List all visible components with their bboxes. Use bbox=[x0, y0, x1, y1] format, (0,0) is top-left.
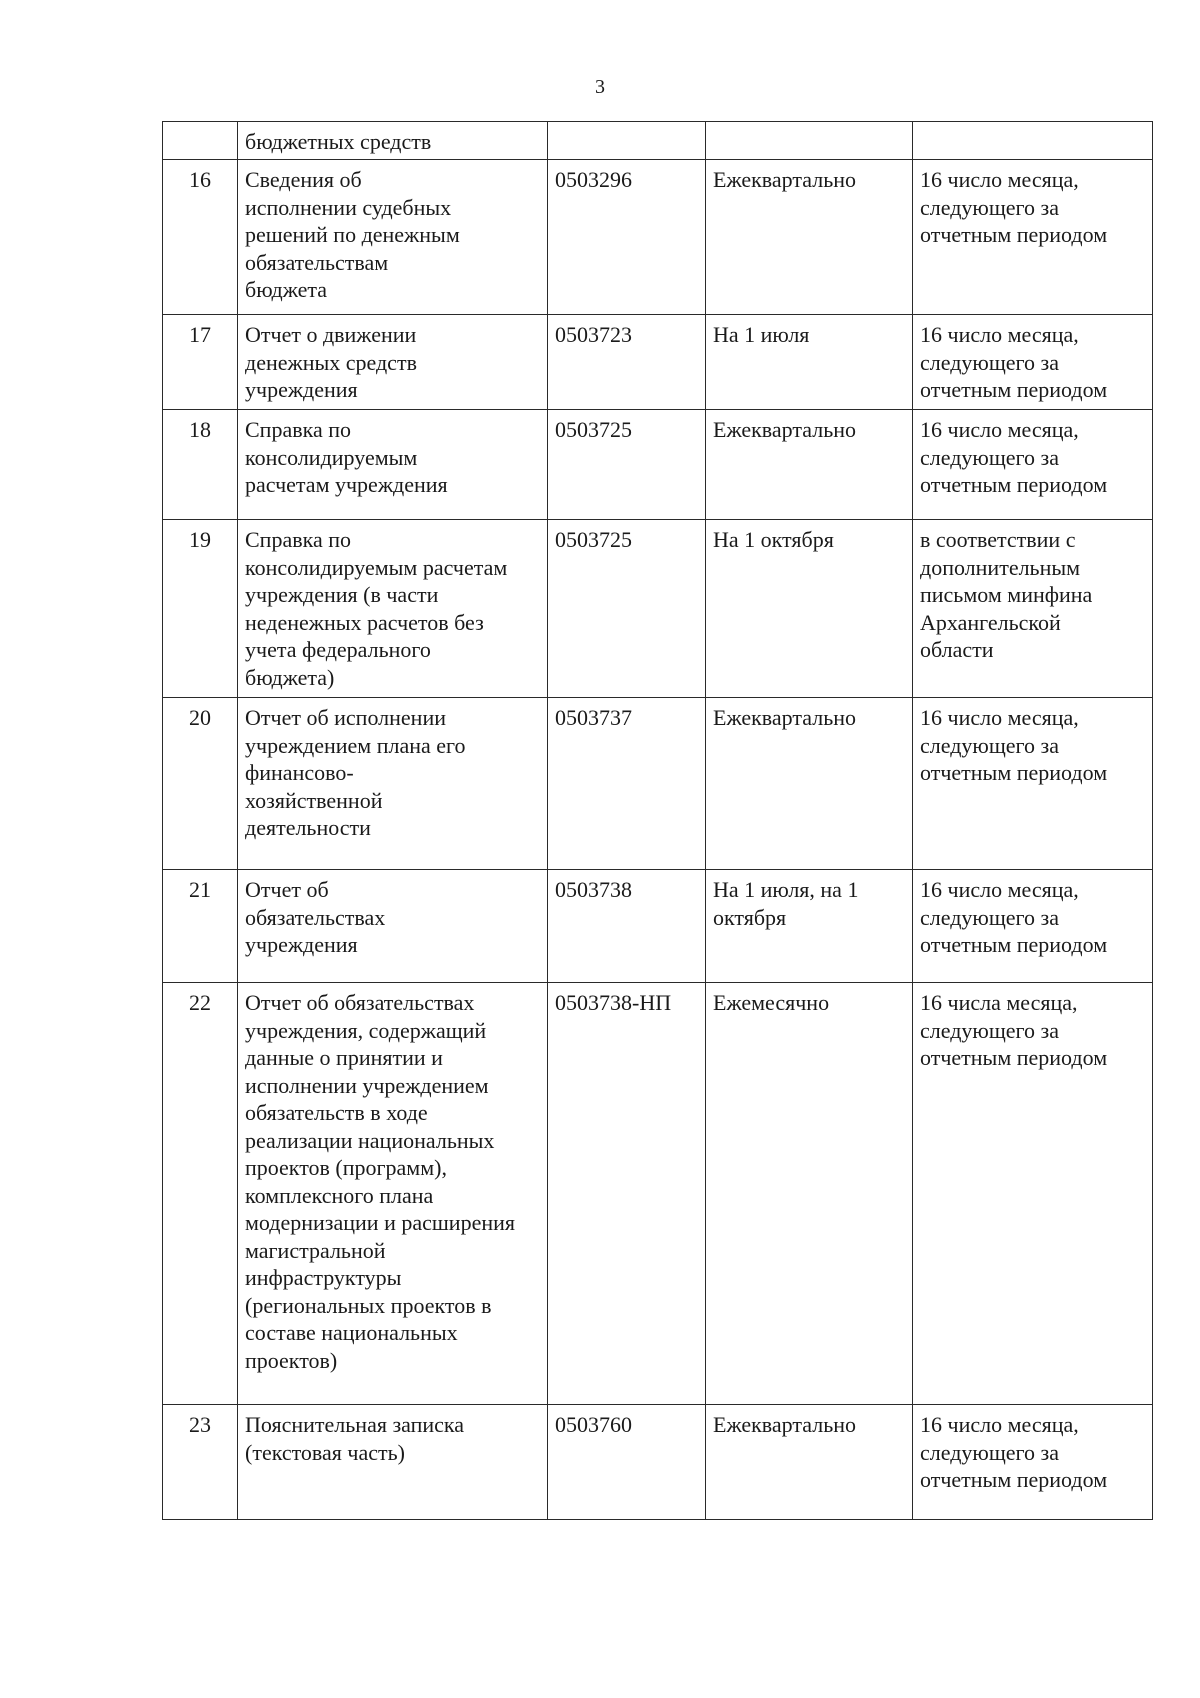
table-row bbox=[163, 315, 1153, 410]
form-name-cell: бюджетных средств bbox=[238, 122, 548, 160]
page-number: 3 bbox=[595, 76, 605, 98]
form-name-cell: Отчет об обязательствах учреждения, содержащий данные о принятии и исполнении учреждением обязательств в ходе реализации национальных проектов (программ), комплексного плана модернизации и расширения магистральной инфраструктуры (региональных проектов в составе национальных проектов) bbox=[238, 983, 548, 1405]
form-name-cell: Справка по консолидируемым расчетам учреждения bbox=[238, 410, 548, 520]
row-number-cell: 21 bbox=[163, 870, 238, 983]
row-number-cell bbox=[163, 122, 238, 160]
deadline-cell: 16 число месяца, следующего за отчетным периодом bbox=[913, 160, 1153, 315]
table-row bbox=[163, 1405, 1153, 1520]
deadline-cell: 16 число месяца, следующего за отчетным периодом bbox=[913, 410, 1153, 520]
table-row bbox=[163, 870, 1153, 983]
form-code-cell: 0503737 bbox=[548, 698, 706, 870]
deadline-cell: 16 число месяца, следующего за отчетным периодом bbox=[913, 870, 1153, 983]
row-number-cell: 17 bbox=[163, 315, 238, 410]
frequency-cell: Ежемесячно bbox=[706, 983, 913, 1405]
deadline-cell: 16 числа месяца, следующего за отчетным периодом bbox=[913, 983, 1153, 1405]
form-code-cell: 0503738-НП bbox=[548, 983, 706, 1405]
row-number-cell: 18 bbox=[163, 410, 238, 520]
form-code-cell: 0503723 bbox=[548, 315, 706, 410]
row-number-cell: 23 bbox=[163, 1405, 238, 1520]
frequency-cell: Ежеквартально bbox=[706, 1405, 913, 1520]
frequency-cell: Ежеквартально bbox=[706, 698, 913, 870]
table-row bbox=[163, 160, 1153, 315]
table-row bbox=[163, 698, 1153, 870]
form-code-cell: 0503760 bbox=[548, 1405, 706, 1520]
deadline-cell: 16 число месяца, следующего за отчетным периодом bbox=[913, 1405, 1153, 1520]
form-code-cell: 0503725 bbox=[548, 410, 706, 520]
table-row bbox=[163, 410, 1153, 520]
form-code-cell: 0503738 bbox=[548, 870, 706, 983]
form-name-cell: Пояснительная записка (текстовая часть) bbox=[238, 1405, 548, 1520]
frequency-cell: На 1 июля bbox=[706, 315, 913, 410]
deadline-cell: в соответствии с дополнительным письмом минфина Архангельской области bbox=[913, 520, 1153, 698]
table-row bbox=[163, 983, 1153, 1405]
form-code-cell: 0503725 bbox=[548, 520, 706, 698]
form-code-cell: 0503296 bbox=[548, 160, 706, 315]
deadline-cell: 16 число месяца, следующего за отчетным периодом bbox=[913, 315, 1153, 410]
deadline-cell: 16 число месяца, следующего за отчетным периодом bbox=[913, 698, 1153, 870]
table-row bbox=[163, 520, 1153, 698]
reporting-forms-table bbox=[162, 121, 1153, 1520]
deadline-cell bbox=[913, 122, 1153, 160]
table-row bbox=[163, 122, 1153, 160]
row-number-cell: 22 bbox=[163, 983, 238, 1405]
frequency-cell: Ежеквартально bbox=[706, 410, 913, 520]
frequency-cell: На 1 октября bbox=[706, 520, 913, 698]
frequency-cell bbox=[706, 122, 913, 160]
form-name-cell: Сведения об исполнении судебных решений по денежным обязательствам бюджета bbox=[238, 160, 548, 315]
row-number-cell: 16 bbox=[163, 160, 238, 315]
form-name-cell: Отчет о движении денежных средств учреждения bbox=[238, 315, 548, 410]
form-name-cell: Справка по консолидируемым расчетам учреждения (в части неденежных расчетов без учета федерального бюджета) bbox=[238, 520, 548, 698]
form-name-cell: Отчет об обязательствах учреждения bbox=[238, 870, 548, 983]
row-number-cell: 20 bbox=[163, 698, 238, 870]
frequency-cell: Ежеквартально bbox=[706, 160, 913, 315]
form-name-cell: Отчет об исполнении учреждением плана его финансово- хозяйственной деятельности bbox=[238, 698, 548, 870]
frequency-cell: На 1 июля, на 1 октября bbox=[706, 870, 913, 983]
form-code-cell bbox=[548, 122, 706, 160]
row-number-cell: 19 bbox=[163, 520, 238, 698]
